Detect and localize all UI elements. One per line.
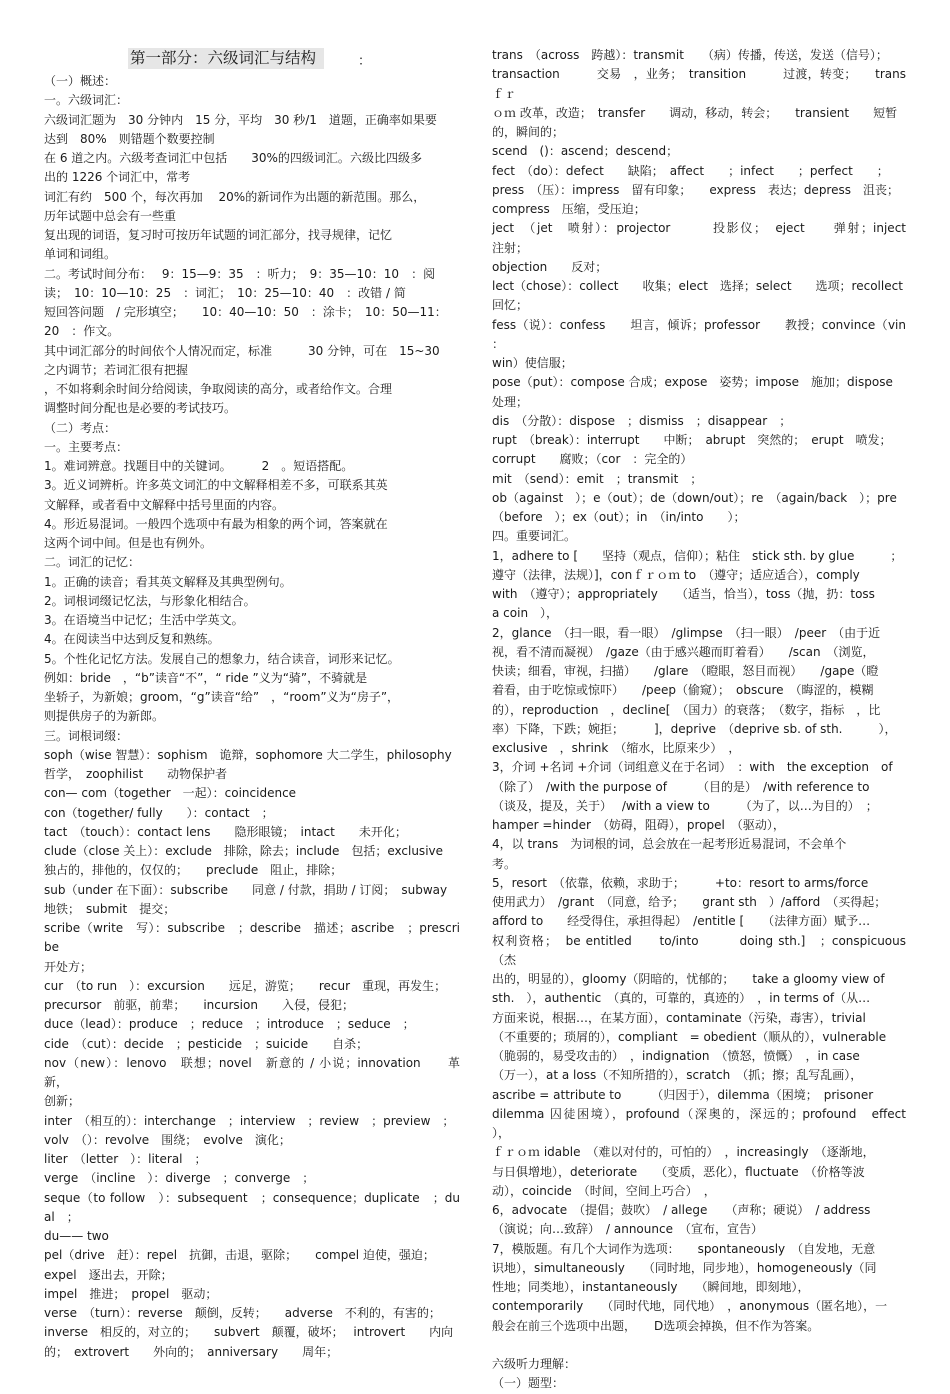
text-line: （脆弱的，易受攻击的） ，indignation （愤怒，愤慨） ，in case (492, 1049, 860, 1063)
text-line: fect （do）：defect 缺陷； affect ；infect ；perfect ； (492, 163, 889, 178)
text-line: 般会在前三个选项中出题， D选项会掉换，但不作为答案。 (492, 1318, 820, 1333)
text-line: （不重要的；琐屑的），compliant = obedient（顺从的），vulnerable (492, 1029, 887, 1044)
text-line: 1，adhere to [ 坚持（观点，信仰）；粘住 stick sth. by glue ； (492, 548, 903, 563)
text-line: verge （incline ）：diverge ；converge ； (44, 1171, 315, 1186)
text-line: lect（chose）：collect 收集；elect 选择；select 选项；recollect (492, 279, 903, 293)
text-line: （一）概述： (44, 74, 117, 88)
text-line: 与日俱增地），deteriorate （变质，恶化），fluctuate （价格等波 (492, 1164, 865, 1179)
text-line: ｏｍ 改革，改造； transfer 调动，移动，转会； transient 短暂 (492, 105, 898, 120)
text-line: 出的 1226 个词汇中，常考 (44, 170, 191, 185)
text-line: press （压）：impress 留有印象； express 表达；depress 沮丧； (492, 182, 899, 197)
text-line: 2，glance （扫一眼，看一眼） /glimpse （扫一眼） /peer （由于近 (492, 625, 881, 640)
text-line: （一）题型： (492, 1376, 565, 1391)
text-line: 四。重要词汇。 (492, 529, 577, 544)
text-line: soph（wise 智慧）：sophism 诡辩，sophomore 大二学生，philosophy (44, 747, 452, 762)
text-line: dis （分散）：dispose ；dismiss ；disappear ； (492, 413, 792, 428)
text-line: 视，看不清而凝视） /gaze（由于感兴趣而盯着看） /scan （浏览， (492, 644, 875, 659)
text-line: 方面来说，根据…，在某方面），contaminate（污染，毒害），trivial (492, 1010, 866, 1025)
text-line: contemporarily （同时代地，同代地） ，anonymous（匿名地），一 (492, 1299, 888, 1314)
text-line: 的，瞬间的； (492, 125, 565, 139)
text-line: ，不如将剩余时间分给阅读，争取阅读的高分，或者给作文。合理 (44, 382, 393, 396)
text-line: 文解释，或者看中文解释中括号里面的内容。 (44, 497, 285, 512)
page-title: 第一部分：六级词汇与结构 (128, 48, 324, 69)
text-line: dilemma 囚徒困境），profound（深奥的，深远的；profound effect ）， (492, 1106, 919, 1140)
text-line: 考。 (492, 856, 517, 871)
text-line: 回忆； (492, 298, 529, 313)
text-line: scribe（write 写）：subscribe ；describe 描述；ascribe ；prescribe (44, 921, 460, 955)
text-line: （演说；向…致辞） / announce （宣布，宣告） (492, 1222, 763, 1237)
text-line: 4。在阅读当中达到反复和熟练。 (44, 632, 220, 647)
text-line: hamper =hinder （妨碍，阻碍），propel （驱动）， (492, 818, 785, 832)
text-line: sth. ），authentic （真的，可靠的，真迹的） ，in terms of（从… (492, 991, 871, 1006)
left-body (44, 72, 460, 1362)
text-line: precursor 前驱，前辈； incursion 入侵，侵犯； (44, 998, 354, 1012)
text-line: 六级词汇题为 30 分钟内 15 分，平均 30 秒/1 道题，正确率如果要 (44, 112, 437, 127)
text-line: a coin ）， (492, 606, 559, 621)
text-line: 单词和词组。 (44, 247, 117, 262)
text-line: compress 压缩，受压迫； (492, 202, 646, 216)
text-line: with （遵守）；appropriately （适当，恰当），toss（抛，扔：toss (492, 587, 875, 601)
text-line: con（together/ fully ）：contact ； (44, 805, 274, 820)
text-line: fess（说）：confess 坦言，倾诉；professor 教授；convince（vin ： (492, 317, 919, 351)
text-line: pose（put）：compose 合成；expose 姿势；impose 施加；dispose (492, 375, 893, 390)
text-line: 4。形近易混词。一般四个选项中有最为相象的两个词，答案就在 (44, 516, 388, 531)
text-line: 达到 80% 则错题个数要控制 (44, 131, 215, 146)
text-line: mit （send）：emit ；transmit ； (492, 471, 703, 486)
right-body (492, 46, 943, 1394)
text-line: 词汇有约 500 个，每次再加 20%的新词作为出题的新范围。那么， (44, 189, 426, 204)
text-line: objection 反对； (492, 259, 608, 274)
text-line: 使用武力） /grant （同意，给予； grant sth ）/afford （买得起； (492, 895, 887, 909)
text-line: 例如：bride ，“b”读音“不”，“ ride ”义为“骑”，不骑就是 (44, 670, 368, 685)
text-line: impel 推进； propel 驱动； (44, 1286, 218, 1301)
text-line: exclusive ，shrink （缩水，比原来少） ， (492, 741, 741, 755)
text-line: 开处方； (44, 959, 93, 974)
text-line: 这两个词中间。但是也有例外。 (44, 536, 213, 550)
text-line: con— com（together 一起）：coincidence (44, 786, 297, 801)
text-line: 着看，由于吃惊或惊吓） /peep（偷窥）； obscure （晦涩的，模糊 (492, 683, 874, 698)
text-line: 二。考试时间分布： 9：15—9：35 ：听力； 9：35—10：10 ：阅 (44, 266, 436, 281)
text-line: ｆｒｏｍ idable （难以对付的，可怕的） ，increasingly （逐渐地， (492, 1145, 875, 1160)
text-line: 7，模版题。有几个大词作为选项： spontaneously （自发地，无意 (492, 1241, 876, 1256)
text-line: （除了） /with the purpose of （目的是） /with reference to (492, 779, 870, 794)
text-line: ject （jet 喷射）：projector 投影仪； eject 弹射；inject 注射； (492, 221, 943, 255)
title-suffix: ： (358, 54, 372, 69)
text-line: cide （cut）：decide ；pesticide ；suicide 自杀； (44, 1036, 369, 1051)
text-line: 6，advocate （提倡；鼓吹） / allege （声称；硬说） / address (492, 1203, 871, 1217)
text-line: 独占的，排他的，仅仅的； preclude 阻止，排除； (44, 863, 343, 878)
text-line: duce（lead）：produce ；reduce ；introduce ；seduce ； (44, 1017, 415, 1032)
text-line: 遵守（法律，法规）]，conｆｒｏｍ to （遵守；适应适合），comply (492, 567, 860, 582)
text-line: 二。词汇的记忆： (44, 555, 141, 570)
text-line: 1。难词辨意。找题目中的关键词。 2 。短语搭配。 (44, 459, 354, 473)
text-line: rupt （break）：interrupt 中断； abrupt 突然的； erupt 喷发； (492, 433, 892, 447)
text-line (492, 1336, 906, 1355)
text-line: 读； 10：10—10：25 ：词汇； 10：25—10：40 ：改错 / 简 (44, 285, 406, 300)
text-line: verse （turn）：reverse 颠倒，反转； adverse 不利的，有害的； (44, 1306, 441, 1320)
text-line: cur （to run ）：excursion 远足，游览； recur 重现，再发生； (44, 978, 447, 993)
title-row (44, 46, 460, 70)
text-line: 权利资格； be entitled to/into doing sth.] ；conspicuous （杰 (492, 933, 919, 967)
text-line: ascribe = attribute to （归因于），dilemma（困境； prisoner (492, 1087, 874, 1102)
text-line: （万一），at a loss（不知所措的），scratch （抓；擦；乱写乱画）， (492, 1068, 863, 1083)
text-line: 3。在语境当中记忆；生活中学英文。 (44, 613, 244, 627)
right-column (492, 46, 943, 1394)
text-line: 5。个性化记忆方法。发展自己的想象力，结合读音，词形来记忆。 (44, 651, 400, 666)
text-line: expel 逐出去，开除； (44, 1267, 173, 1282)
text-line: 的； extrovert 外向的； anniversary 周年； (44, 1344, 339, 1359)
text-line: 快读；细看，审视，扫描） /glare （瞪眼，怒目而视） /gape（瞪 (492, 664, 879, 678)
text-line: 调整时间分配也是必要的考试技巧。 (44, 401, 237, 416)
text-line: 一。主要考点： (44, 439, 129, 454)
text-line: afford to 经受得住，承担得起） /entitle [ （法律方面）赋予… (492, 914, 871, 929)
text-line: 短回答问题 / 完形填空； 10：40—10：50 ：涂卡； 10：50—11： (44, 305, 447, 319)
text-line: scend ()：ascend；descend； (492, 144, 679, 159)
text-line: 3。近义词辨析。许多英文词汇的中文解释相差不多，可联系其英 (44, 478, 388, 493)
text-line: nov（new）：lenovo 联想；novel 新意的 / 小说；innovation 革新， (44, 1055, 460, 1089)
text-line: 坐轿子，为新娘；groom，“g”读音“给” ，“room”义为“房子”， (44, 690, 400, 704)
text-line: du—— two (44, 1229, 109, 1243)
text-line: 5，resort （依靠，依赖，求助于； +to：resort to arms/force (492, 875, 869, 890)
text-line: clude（close 关上）：exclude 排除，除去；include 包括；exclusive (44, 844, 444, 858)
text-line: 在 6 道之内。六级考查词汇中包括 30%的四级词汇。六级比四级多 (44, 151, 422, 165)
text-line: 的），reproduction ，decline[ （国力）的衰落； （数字，指标 ，比 (492, 702, 881, 717)
text-line: tact （touch）：contact lens 隐形眼镜； intact 未开化； (44, 824, 407, 839)
text-line: ob（against ）；e（out）；de（down/out）；re （again/back ）；pre (492, 490, 897, 505)
text-line: transaction 交易 ，业务； transition 过渡，转变； trans ｆｒ (492, 67, 919, 101)
text-line: 性地；同类地），instantaneously （瞬间地，即刻地）， (492, 1280, 810, 1294)
text-line: （谈及，提及，关于） /with a view to （为了，以…为目的） ； (492, 798, 878, 813)
text-line: trans （across 跨越）：transmit （病）传播，传送，发送（信号）； (492, 48, 888, 62)
text-line: 则提供房子的为新郎。 (44, 709, 165, 724)
left-column (44, 46, 460, 1362)
text-line: 之内调节；若词汇很有把握 (44, 362, 189, 377)
text-line: 20 ：作文。 (44, 324, 120, 339)
text-line: volv （）：revolve 围绕； evolve 演化； (44, 1132, 291, 1147)
text-line: 动），coincide （时间，空间上巧合） ， (492, 1183, 716, 1198)
text-line: 三。词根词缀： (44, 728, 129, 743)
text-line: （二）考点： (44, 420, 117, 435)
text-line: 复出现的词语，复习时可按历年试题的词汇部分，找寻规律，记忆 (44, 228, 393, 242)
text-line: liter （letter ）：literal ； (44, 1152, 207, 1166)
text-line: 一。六级词汇： (44, 93, 129, 108)
text-line: 3，介词 +名词 +介词（词组意义在于名词） ：with the exception of (492, 760, 893, 775)
text-line: sub（under 在下面）：subscribe 同意 / 付款，捐助 / 订阅； subway (44, 882, 448, 897)
text-line: 地铁； submit 提交； (44, 901, 176, 916)
text-line: 2。词根词缀记忆法，与形象化相结合。 (44, 593, 256, 608)
text-line: 其中词汇部分的时间依个人情况而定，标准 30 分钟，可在 15~30 (44, 343, 440, 358)
text-line: 历年试题中总会有一些重 (44, 208, 177, 223)
text-line: 哲学， zoophilist 动物保护者 (44, 767, 228, 781)
text-line: 率）下降，下跌；婉拒； ]，deprive （deprive sb. of sth. ）， (492, 721, 897, 736)
text-line: pel（drive 赶）：repel 抗御，击退，驱除； compel 迫使，强迫； (44, 1248, 435, 1263)
text-line: corrupt 腐败；（cor ：完全的） (492, 452, 693, 467)
text-line: 4，以 trans 为词根的词，总会放在一起考形近易混词，不会单个 (492, 837, 847, 852)
text-line: 六级听力理解： (492, 1357, 577, 1371)
text-line: seque（to follow ）：subsequent ；consequence；duplicate ；dual ； (44, 1190, 460, 1224)
text-line: 1。正确的读音；看其英文解释及其典型例句。 (44, 574, 292, 589)
text-line: 出的，明显的），gloomy（阴暗的，忧郁的； take a gloomy view of (492, 972, 885, 986)
text-line: inter （相互的）：interchange ；interview ；review ；preview ； (44, 1113, 455, 1128)
text-line: inverse 相反的，对立的； subvert 颠覆，破坏； introvert 内向 (44, 1325, 454, 1340)
text-line: （before ）；ex（out）；in （in/into ）； (492, 510, 746, 524)
text-line: 识地），simultaneously （同时地，同步地），homogeneously（同 (492, 1260, 877, 1275)
text-line: 创新； (44, 1094, 81, 1109)
text-line: 处理； (492, 394, 529, 409)
text-line: win）使信服； (492, 356, 573, 370)
